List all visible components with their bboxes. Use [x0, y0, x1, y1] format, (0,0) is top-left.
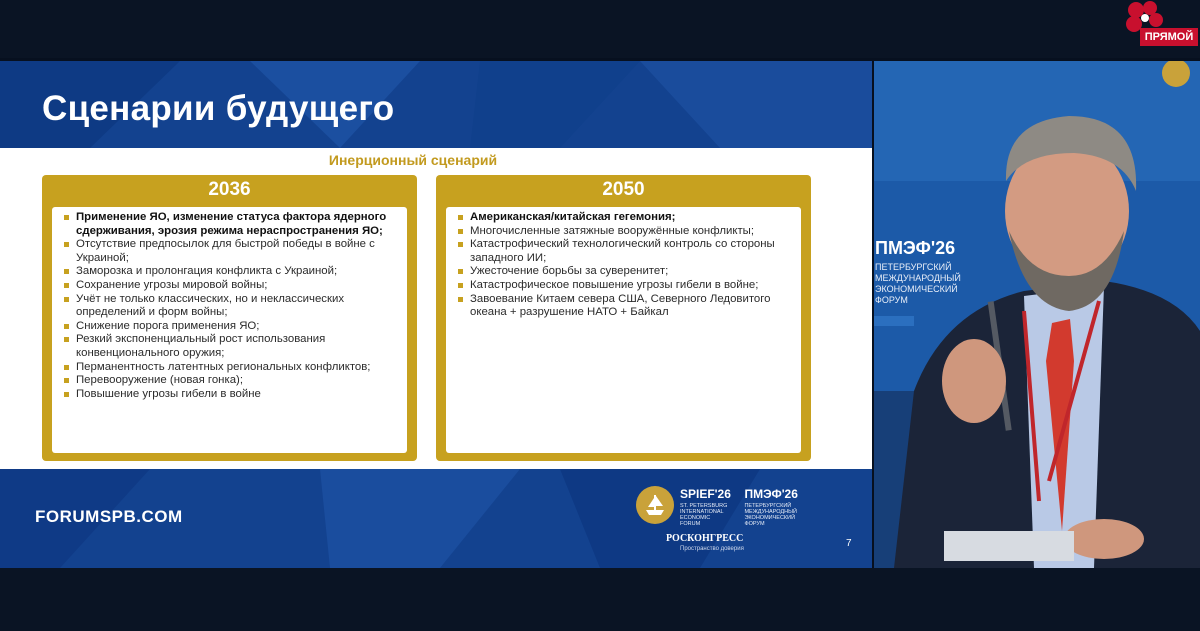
- top-letterbox: [0, 0, 1200, 58]
- list-item: Сохранение угрозы мировой войны;: [60, 279, 401, 293]
- spief-emblem-icon: [636, 486, 674, 524]
- channel-logo: [1108, 0, 1200, 50]
- presentation-slide: [0, 61, 872, 568]
- scenario-label: Инерционный сценарий: [328, 152, 498, 168]
- card-body: [446, 207, 801, 453]
- list-item: Многочисленные затяжные вооружённые конфликты;: [454, 225, 795, 239]
- spief-ru-line: ЭКОНОМИЧЕСКИЙ: [744, 515, 796, 521]
- spief-en-line: FORUM: [680, 521, 701, 527]
- card-bullet-list: [60, 211, 401, 401]
- card-year: 2050: [602, 179, 645, 200]
- backdrop-line: МЕЖДУНАРОДНЫЙ: [875, 273, 961, 283]
- backdrop-line: ФОРУМ: [875, 295, 908, 305]
- list-item: Перевооружение (новая гонка);: [60, 374, 401, 388]
- spief-ru-line: ПЕТЕРБУРГСКИЙ: [744, 503, 792, 509]
- list-item: Снижение порога применения ЯО;: [60, 320, 401, 334]
- list-item: Заморозка и пролонгация конфликта с Украиной;: [60, 265, 401, 279]
- backdrop-line: ПЕТЕРБУРГСКИЙ: [875, 262, 952, 272]
- list-item: Перманентность латентных региональных конфликтов;: [60, 361, 401, 375]
- roscongress-logo: РОСКОНГРЕСС: [666, 533, 744, 544]
- spief-en: [680, 485, 740, 527]
- list-item: Применение ЯО, изменение статуса фактора ядерного сдерживания, эрозия режима нераспространения ЯО;: [60, 211, 401, 238]
- spief-en-line: ECONOMIC: [680, 515, 711, 521]
- slide-content-panel: [0, 148, 872, 469]
- live-badge: ПРЯМОЙ: [1140, 28, 1198, 46]
- list-item: Завоевание Китаем севера США, Северного Ледовитого океана + разрушение НАТО + Байкал: [454, 293, 795, 320]
- backdrop-line: ЭКОНОМИЧЕСКИЙ: [875, 284, 958, 294]
- card-bullet-list: [454, 211, 795, 320]
- slide-page-number: 7: [846, 538, 852, 549]
- spief-ru: [744, 485, 804, 527]
- spief-logo: [680, 485, 804, 527]
- scenario-card-2036: [42, 175, 417, 461]
- slide-title: Сценарии будущего: [42, 89, 395, 128]
- list-item: Катастрофическое повышение угрозы гибели в войне;: [454, 279, 795, 293]
- roscongress-tagline: Пространство доверия: [680, 546, 744, 552]
- speaker-photo: [874, 61, 1200, 568]
- speaker-camera-view: [874, 61, 1200, 568]
- spief-ru-title: ПМЭФ'26: [744, 487, 798, 501]
- backdrop-subtitle: [875, 262, 965, 306]
- list-item: Катастрофический технологический контроль со стороны западного ИИ;: [454, 238, 795, 265]
- spief-en-line: INTERNATIONAL: [680, 509, 724, 515]
- bottom-letterbox: [0, 568, 1200, 631]
- list-item: Резкий экспоненциальный рост использования конвенционального оружия;: [60, 333, 401, 360]
- ship-emblem-icon: [636, 486, 674, 524]
- spief-en-line: ST. PETERSBURG: [680, 503, 728, 509]
- backdrop-title: ПМЭФ'26: [875, 238, 956, 258]
- spief-ru-line: МЕЖДУНАРОДНЫЙ: [744, 509, 797, 515]
- spief-en-title: SPIEF'26: [680, 487, 731, 501]
- list-item: Ужесточение борьбы за суверенитет;: [454, 265, 795, 279]
- list-item: Американская/китайская гегемония;: [454, 211, 795, 225]
- list-item: Повышение угрозы гибели в войне: [60, 388, 401, 402]
- list-item: Отсутствие предпосылок для быстрой победы в войне с Украиной;: [60, 238, 401, 265]
- spief-ru-line: ФОРУМ: [744, 521, 765, 527]
- card-year: 2036: [208, 179, 251, 200]
- forum-url: FORUMSPB.COM: [35, 507, 183, 526]
- card-body: [52, 207, 407, 453]
- scenario-card-2050: [436, 175, 811, 461]
- list-item: Учёт не только классических, но и неклассических определений и форм войны;: [60, 293, 401, 320]
